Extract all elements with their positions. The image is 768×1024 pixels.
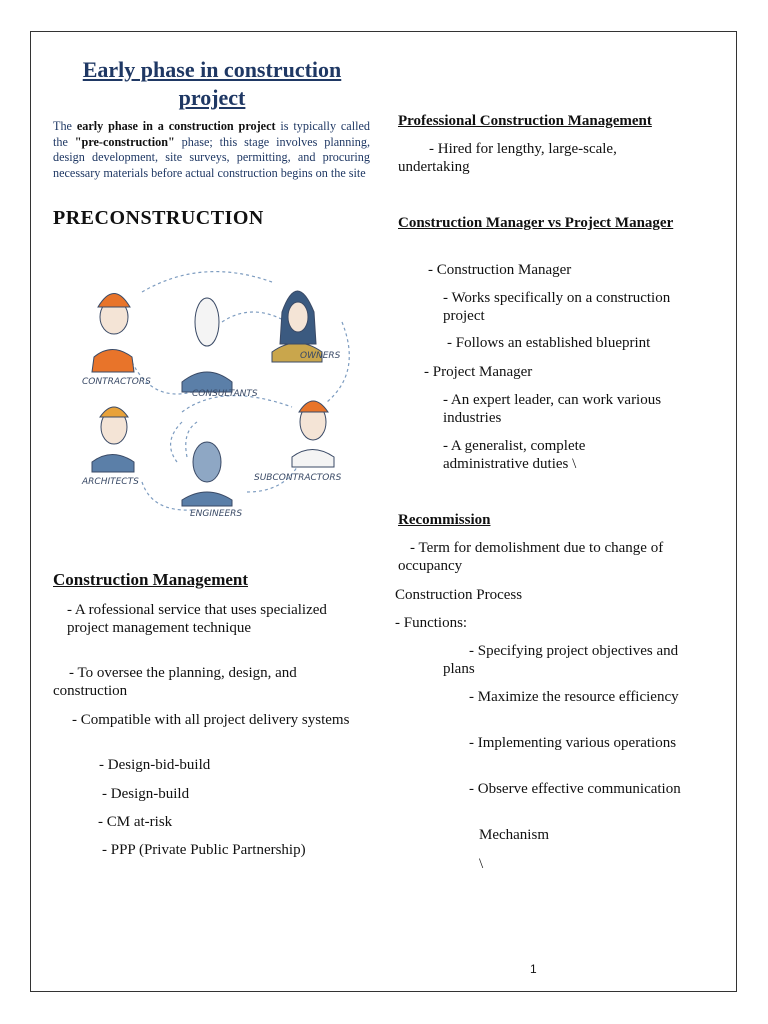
cm-item-2: - To oversee the planning, design, and construction	[53, 665, 297, 699]
recommission-text: - Term for demolishment due to change of occupancy	[398, 540, 664, 574]
cm-item-blueprint: - Follows an established blueprint	[447, 335, 651, 351]
pm-item-generalist: - A generalist, complete administrative duties \	[443, 438, 586, 472]
cm-item-5: - Design-build	[102, 786, 190, 802]
label-subcontractors: SUBCONTRACTORS	[254, 473, 342, 483]
function-item-1: - Specifying project objectives and plans	[443, 643, 679, 677]
cm-label: - Construction Manager	[428, 262, 572, 278]
cm-item-works: - Works specifically on a construction project	[443, 290, 671, 324]
preconstruction-heading: PRECONSTRUCTION	[53, 207, 264, 229]
recommission-heading: Recommission	[398, 512, 491, 528]
page-number: 1	[530, 962, 537, 976]
label-architects: ARCHITECTS	[82, 477, 139, 487]
arrow-consultants-owners	[222, 312, 287, 322]
consultant-figure	[182, 298, 232, 392]
construction-management-heading: Construction Management	[53, 570, 249, 589]
engineer-figure	[182, 442, 232, 506]
intro-paragraph: The early phase in a construction project is typically called the "pre-construction" phase; this stage involves planning, design development, site surveys, permitting, and procuring necessary materials before actual construction begins on the site	[53, 119, 370, 180]
cm-item-6: - CM at-risk	[98, 814, 173, 830]
label-engineers: ENGINEERS	[190, 509, 243, 519]
professional-cm-heading: Professional Construction Management	[398, 113, 652, 129]
function-item-2: - Maximize the resource efficiency	[469, 689, 679, 705]
arrow-owners-subcontractors	[327, 322, 349, 402]
arrow-contractors-owners	[142, 272, 272, 292]
mechanism-text: Mechanism	[479, 827, 549, 843]
cm-item-7: - PPP (Private Public Partnership)	[102, 842, 306, 858]
cm-item-4: - Design-bid-build	[99, 757, 211, 773]
professional-cm-text: - Hired for lengthy, large-scale, undertaking	[398, 141, 617, 175]
functions-label: - Functions:	[395, 615, 468, 631]
trailing-backslash: \	[479, 856, 484, 872]
architect-figure	[92, 407, 134, 472]
label-owners: OWNERS	[300, 351, 341, 361]
subcontractor-figure	[292, 401, 334, 467]
page-title: Early phase in construction project	[82, 57, 342, 110]
label-contractors: CONTRACTORS	[82, 377, 151, 387]
cm-vs-pm-heading: Construction Manager vs Project Manager	[398, 215, 674, 231]
function-item-3: - Implementing various operations	[469, 735, 677, 751]
cm-item-3: - Compatible with all project delivery systems	[72, 712, 350, 728]
contractor-figure	[92, 294, 134, 373]
cm-item-1: - A rofessional service that uses specialized project management technique	[67, 602, 327, 636]
function-item-4: - Observe effective communication	[469, 781, 681, 797]
label-consultants: CONSULTANTS	[192, 389, 258, 399]
pm-item-expert: - An expert leader, can work various industries	[443, 392, 662, 426]
preconstruction-illustration	[72, 262, 372, 524]
construction-process-label: Construction Process	[395, 587, 523, 603]
pm-label: - Project Manager	[424, 364, 533, 380]
arrow-architects-engineers	[171, 422, 182, 462]
